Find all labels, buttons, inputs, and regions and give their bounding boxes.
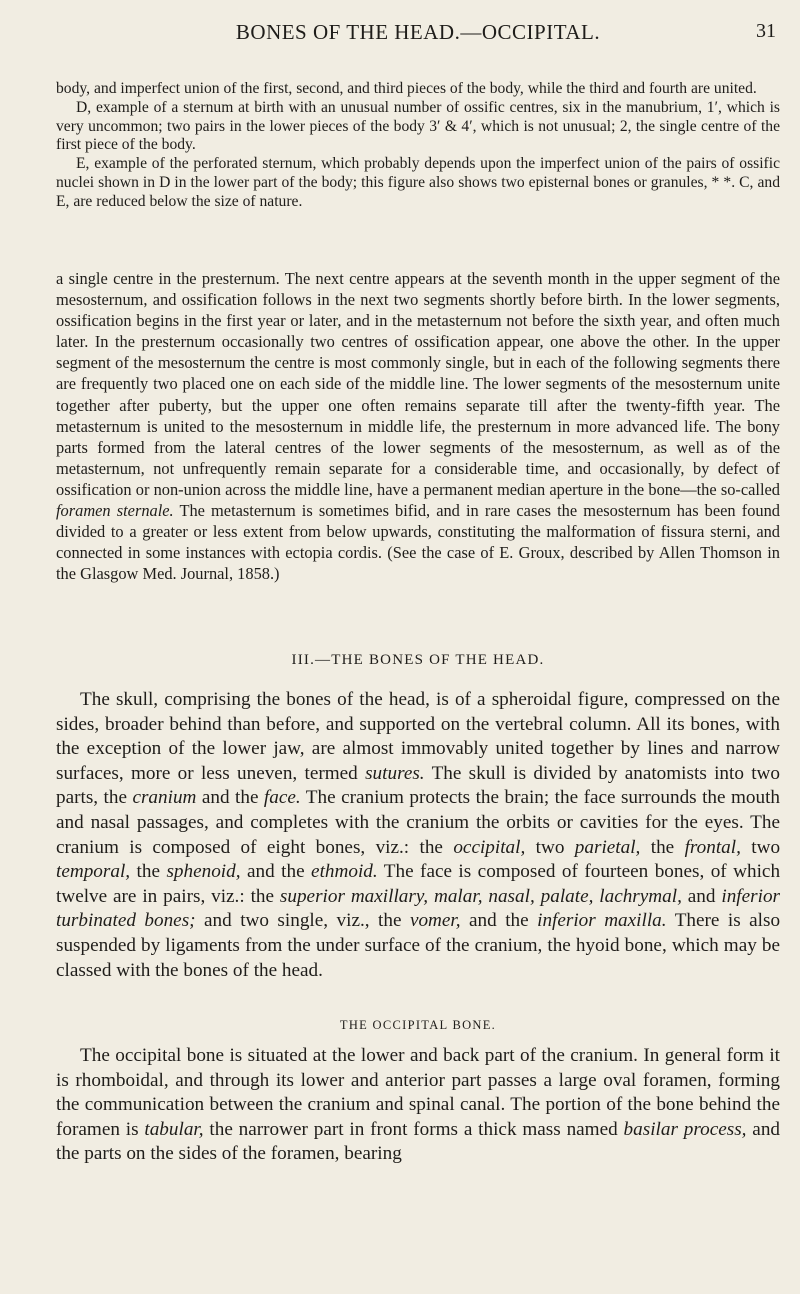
text-run: two xyxy=(535,836,565,858)
sternum-text-part-2: The metasternum is sometimes bifid, and in rare cases the mesosternum has been found divided to a greater or less extent from below upwards, constituting the malformation of fissura sterni, and connected in some instances with ectopia cordis. (See the case of E. Groux, described by Allen Thomson in the Glasgow Med. Journal, 1858.) xyxy=(56,501,780,584)
figure-caption xyxy=(56,80,780,212)
skull-text xyxy=(56,688,780,983)
term-frontal: frontal, xyxy=(684,836,741,858)
text-run: and the parts on the sides of the foramen, bearing xyxy=(56,1118,781,1165)
running-head xyxy=(56,10,780,50)
term-ethmoid: ethmoid. xyxy=(311,861,378,883)
term-sphenoid: sphenoid, xyxy=(166,861,241,883)
text-run: The cranium protects the brain; the face surrounds the mouth and nasal passages, and completes with the cranium the orbits or cavities for the eyes. The cranium is composed of eight bones, viz.: the xyxy=(56,787,781,858)
text-run: and two single, viz., the xyxy=(204,910,402,932)
page-number: 31 xyxy=(756,20,776,42)
text-run: the narrower part in front forms a thick mass named xyxy=(209,1118,618,1140)
term-turbinated: inferior turbinated bones; xyxy=(56,885,781,932)
term-inferior-maxilla: inferior maxilla. xyxy=(537,910,667,932)
section-heading: III.—THE BONES OF THE HEAD. xyxy=(291,652,545,668)
caption-paragraph-d: D, example of a sternum at birth with an unusual number of ossific centres, six in the manubrium, 1′, which is very uncommon; two pairs in the lower pieces of the body 3′ & 4′, which is not unusual; 2, the single centre of the first piece of the body. xyxy=(56,98,780,154)
term-occipital: occipital, xyxy=(453,836,526,858)
text-run: There is also suspended by ligaments from the under surface of the cranium, the hyoid bone, which may be classed with the bones of the head. xyxy=(56,910,781,981)
text-run: The skull is divided by anatomists into two parts, the xyxy=(56,762,780,809)
term-sutures: sutures. xyxy=(365,762,425,784)
term-tabular: tabular, xyxy=(144,1118,204,1140)
sternum-paragraph xyxy=(56,268,780,584)
term-vomer: vomer, xyxy=(409,910,461,932)
text-run: two xyxy=(751,836,781,858)
text-run: the xyxy=(650,836,675,858)
text-run: and the xyxy=(247,861,305,883)
text-run: and the xyxy=(469,910,529,932)
text-run: The face is composed of fourteen bones, of which twelve are in pairs, viz.: the xyxy=(56,861,781,907)
sternum-text xyxy=(56,268,780,584)
skull-paragraph xyxy=(56,688,780,983)
term-face: face. xyxy=(263,787,301,809)
occipital-paragraph xyxy=(56,1044,780,1167)
text-run: The occipital bone is situated at the lower and back part of the cranium. In general form it is rhomboidal, and through its lower and anterior part passes a large oval foramen, forming the communication between the cranium and spinal canal. The portion of the bone behind the foramen is xyxy=(56,1045,780,1140)
term-cranium: cranium xyxy=(132,787,197,809)
sternum-text-part-1: a single centre in the presternum. The next centre appears at the seventh month in the upper segment of the mesosternum, and ossification follows in the next two segments shortly before birth. In the lower segments, ossification begins in the first year or later, and in the metasternum not before the sixth year, and often much later. In the presternum occasionally two centres of ossification appear, one above the other. In the upper segment of the mesosternum the centre is most commonly single, but in each of the following segments there are frequently two placed one on each side of the middle line. The lower segments of the mesosternum unite together after puberty, but the upper one often remains separate till after the twenty-fifth year. The metasternum is united to the mesosternum in middle life, the presternum in more advanced life. The bony parts formed from the lateral centres of the lower segments of the mesosternum, as well as of the metasternum, not unfrequently remain separate for a considerable time, and occasionally, by defect of ossification or non-union across the middle line, have a permanent median aperture in the bone—the so-called xyxy=(56,269,780,499)
caption-paragraph-e: E, example of the perforated sternum, which probably depends upon the imperfect union of the pairs of ossific nuclei shown in D in the lower part of the body; this figure also shows two episternal bones or granules, * *. C, and E, are reduced below the size of nature. xyxy=(56,155,780,210)
text-run: and the xyxy=(201,787,259,809)
caption-paragraph-1: body, and imperfect union of the first, second, and third pieces of the body, while the third and fourth are united. xyxy=(56,80,757,97)
foramen-sternale-term: foramen sternale. xyxy=(56,501,174,521)
term-parietal: parietal, xyxy=(574,836,641,858)
occipital-text xyxy=(56,1044,780,1167)
text-run: The skull, comprising the bones of the head, is of a spheroidal figure, compressed on the sides, broader behind than before, and supported on the vertebral column. All its bones, with the exception of the lower jaw, are almost immovably united together by lines and narrow surfaces, more or less uneven, termed xyxy=(56,689,780,784)
text-run: and xyxy=(687,885,716,907)
text-run: the xyxy=(136,861,160,883)
sub-heading: THE OCCIPITAL BONE. xyxy=(339,1018,497,1032)
term-temporal: temporal, xyxy=(56,861,131,883)
term-basilar-process: basilar process, xyxy=(623,1118,747,1140)
term-facial-pairs: superior maxillary, malar, nasal, palate, lachrymal, xyxy=(279,885,682,907)
running-head-title: BONES OF THE HEAD.—OCCIPITAL. xyxy=(235,20,601,44)
